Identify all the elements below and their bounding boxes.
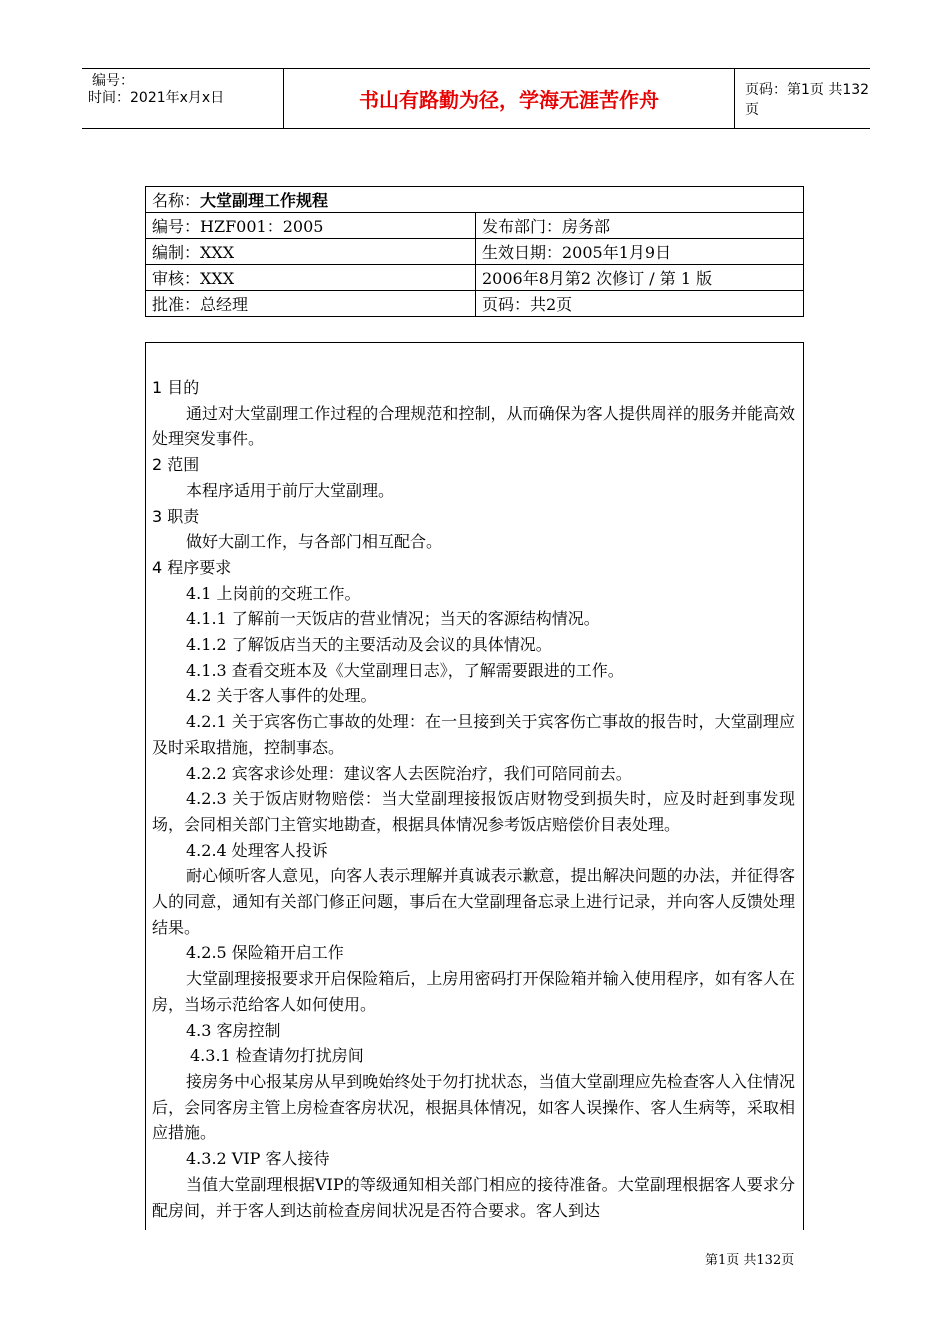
info-row: [146, 265, 804, 291]
doc-reviewer: 审核：XXX: [146, 265, 476, 291]
section-heading: 2 范围: [152, 455, 200, 475]
body-paragraph: 4.1.3 查看交班本及《大堂副理日志》，了解需要跟进的工作。: [186, 660, 624, 680]
doc-revision: 2006年8月第2 次修订 / 第 1 版: [476, 265, 804, 291]
body-paragraph: 4.2.4 处理客人投诉: [186, 840, 328, 860]
doc-code: 编号：HZF001：2005: [146, 213, 476, 239]
body-paragraph: 4.1 上岗前的交班工作。: [186, 583, 361, 603]
doc-dept: 发布部门：房务部: [476, 213, 804, 239]
header-page-number: 页码：第1页 共132页: [745, 81, 870, 118]
info-row: [146, 213, 804, 239]
body-paragraph: 耐心倾听客人意见，向客人表示理解并真诚表示歉意，提出解决问题的办法，并征得客人的同意，通知有关部门修正问题，事后在大堂副理备忘录上进行记录，并向客人反馈处理结果。: [152, 866, 795, 937]
body-paragraph: 4.1.2 了解饭店当天的主要活动及会议的具体情况。: [186, 635, 552, 655]
doc-name-label: 名称：: [152, 191, 201, 210]
body-paragraph: 本程序适用于前厅大堂副理。: [186, 480, 395, 500]
body-paragraph: 接房务中心报某房从早到晚始终处于勿打扰状态，当值大堂副理应先检查客人入住情况后，会同客房主管上房检查客房状况，根据具体情况，如客人误操作、客人生病等，采取相应措施。: [152, 1071, 795, 1143]
doc-name-cell: [146, 187, 804, 213]
body-paragraph: 做好大副工作，与各部门相互配合。: [186, 532, 443, 552]
section-heading: 4 程序要求: [152, 557, 232, 577]
body-paragraph: 4.1.1 了解前一天饭店的营业情况；当天的客源结构情况。: [186, 609, 600, 629]
header-meta: [82, 69, 283, 128]
doc-editor: 编制：XXX: [146, 239, 476, 265]
page-header: [82, 68, 870, 129]
body-paragraph: 大堂副理接报要求开启保险箱后，上房用密码打开保险箱并输入使用程序，如有客人在房，当场示范给客人如何使用。: [152, 969, 795, 1014]
page-footer: 第1页 共132页: [705, 1253, 795, 1268]
doc-page-count: 页码：共2页: [476, 291, 804, 317]
body-paragraph: 4.2.5 保险箱开启工作: [186, 943, 344, 963]
body-paragraph: 4.2 关于客人事件的处理。: [186, 686, 377, 706]
body-paragraph: 4.3.1 检查请勿打扰房间: [190, 1046, 364, 1066]
body-paragraph: 4.2.3 关于饭店财物赔偿：当大堂副理接报饭店财物受到损失时，应及时赶到事发现场，会同相关部门主管实地勘查，根据具体情况参考饭店赔偿价目表处理。: [152, 789, 795, 834]
doc-approver: 批准：总经理: [146, 291, 476, 317]
body-paragraph: 4.2.2 宾客求诊处理：建议客人去医院治疗，我们可陪同前去。: [186, 763, 632, 783]
doc-time-label: 时间：2021年x月x日: [88, 90, 225, 106]
body-paragraph: 通过对大堂副理工作过程的合理规范和控制，从而确保为客人提供周祥的服务并能高效处理突发事件。: [152, 403, 795, 449]
doc-effective-date: 生效日期：2005年1月9日: [476, 239, 804, 265]
document-info-table: [145, 186, 804, 317]
doc-number-label: 编号：: [92, 73, 134, 89]
doc-name-value: 大堂副理工作规程: [200, 191, 329, 210]
info-row: [146, 187, 804, 213]
section-heading: 1 目的: [152, 378, 200, 397]
info-row: [146, 291, 804, 317]
info-row: [146, 239, 804, 265]
body-paragraph: 4.3 客房控制: [186, 1020, 281, 1040]
header-motto: 书山有路勤为径，学海无涯苦作舟: [283, 69, 735, 128]
body-paragraph: 4.2.1 关于宾客伤亡事故的处理：在一旦接到关于宾客伤亡事故的报告时，大堂副理应及时采取措施，控制事态。: [152, 712, 795, 757]
body-paragraph: 4.3.2 VIP 客人接待: [186, 1149, 330, 1169]
body-paragraph: 当值大堂副理根据VIP的等级通知相关部门相应的接待准备。大堂副理根据客人要求分配房间，并于客人到达前检查房间状况是否符合要求。客人到达: [152, 1174, 795, 1220]
section-heading: 3 职责: [152, 506, 200, 526]
procedure-body: [145, 342, 804, 1230]
